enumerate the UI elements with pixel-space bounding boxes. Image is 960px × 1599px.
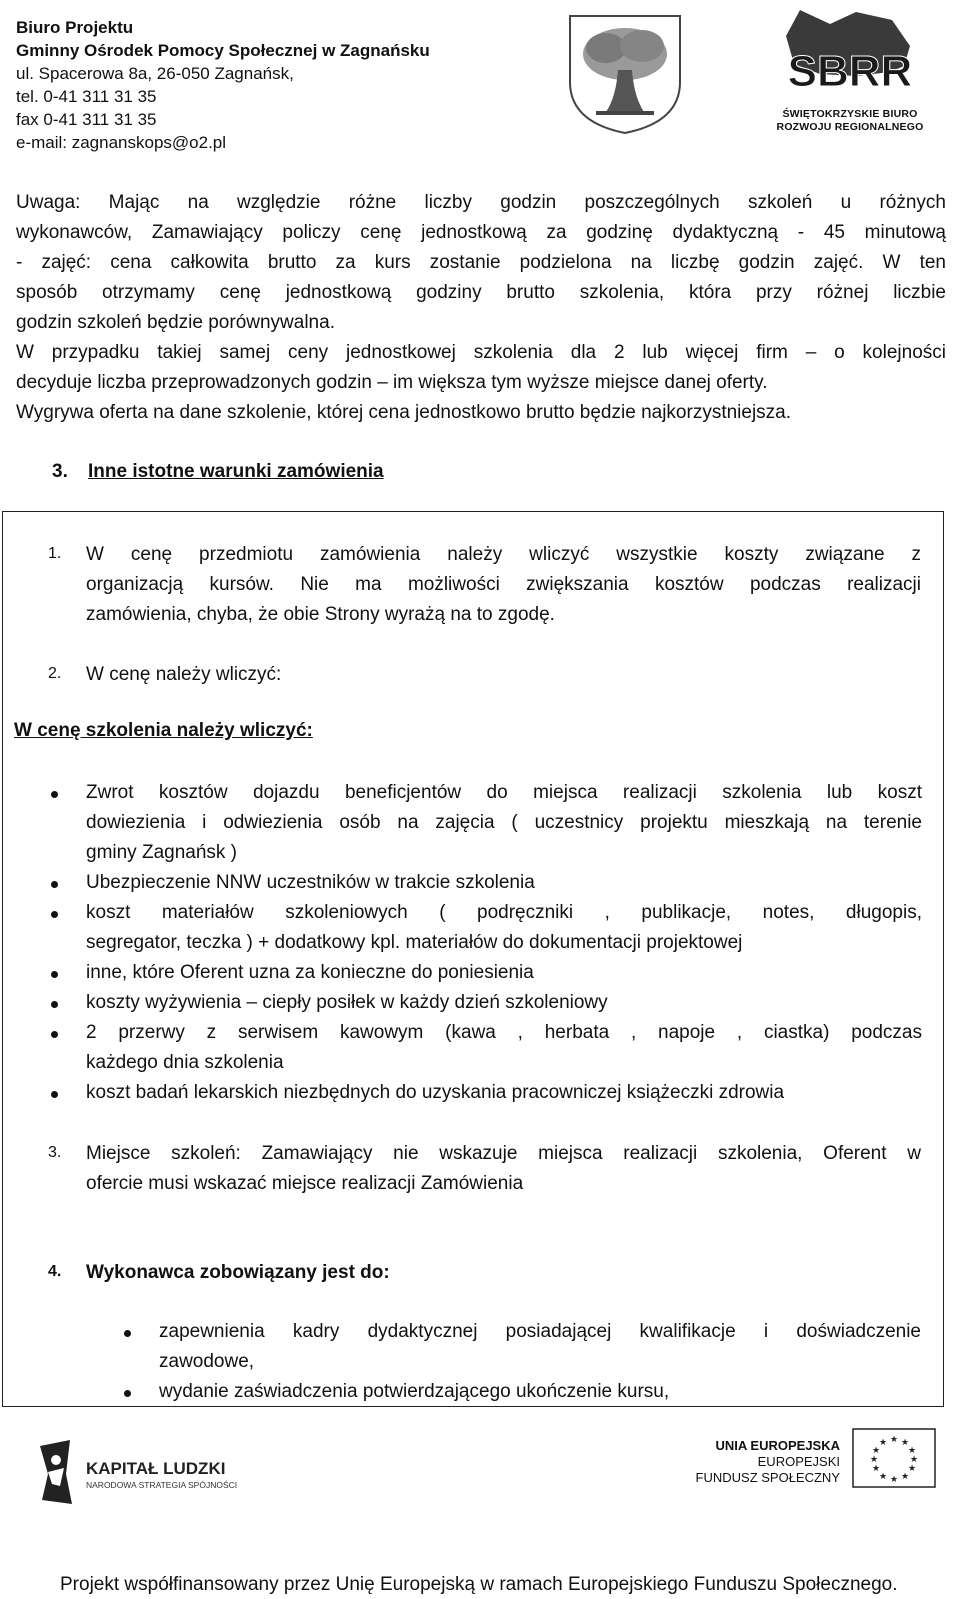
list-item	[86, 958, 922, 988]
paragraph-line: Miejsce szkoleń: Zamawiający nie wskazuje miejsca realizacji szkolenia, Oferent w	[86, 1143, 921, 1164]
list-item-line: inne, które Oferent uzna za konieczne do poniesienia	[86, 962, 534, 983]
svg-text:★: ★	[889, 1435, 899, 1445]
item-2-text	[86, 660, 921, 690]
svg-text:★: ★	[871, 1464, 881, 1474]
paragraph-line: W cenę przedmiotu zamówienia należy wliczyć wszystkie koszty związane z	[86, 544, 921, 565]
list-item-line: koszt materiałów szkoleniowych ( podręczniki , publikacje, notes, długopis,	[86, 902, 922, 923]
ue-line: FUNDUSZ SPOŁECZNY	[695, 1470, 840, 1485]
svg-text:★: ★	[878, 1438, 888, 1448]
paragraph-line: Uwaga: Mając na względzie różne liczby godzin poszczególnych szkoleń u różnych	[16, 192, 946, 213]
ue-text	[690, 1438, 840, 1486]
paragraph-line: Wygrywa oferta na dane szkolenie, której cena jednostkowo brutto będzie najkorzystniejsza.	[16, 402, 792, 423]
eu-flag-icon	[852, 1428, 936, 1488]
kl-subtitle: NARODOWA STRATEGIA SPÓJNOŚCI	[86, 1480, 238, 1490]
list-item-line: gminy Zagnańsk )	[86, 842, 238, 863]
svg-text:★: ★	[907, 1446, 917, 1456]
item-number: 2.	[48, 665, 62, 682]
svg-text:★: ★	[907, 1464, 917, 1474]
paragraph-line: ofercie musi wskazać miejsce realizacji Zamówienia	[86, 1173, 524, 1194]
list-item-line: Zwrot kosztów dojazdu beneficjentów do miejsca realizacji szkolenia lub koszt	[86, 782, 922, 803]
paragraph-line: decyduje liczba przeprowadzonych godzin – im większa tym wyższe miejsce danej oferty.	[16, 372, 768, 393]
paragraph-line: W przypadku takiej samej ceny jednostkowej szkolenia dla 2 lub więcej firm – o kolejności	[16, 342, 946, 363]
paragraph-line: organizacją kursów. Nie ma możliwości zwiększania kosztów podczas realizacji	[86, 574, 921, 595]
list-item	[86, 1018, 922, 1078]
paragraph-line: zamówienia, chyba, że obie Strony wyrażą na to zgodę.	[86, 604, 555, 625]
list-item-line: 2 przerwy z serwisem kawowym (kawa , herbata , napoje , ciastka) podczas	[86, 1022, 922, 1043]
office-name: Biuro Projektu	[16, 18, 134, 37]
paragraph-line: godzin szkoleń będzie porównywalna.	[16, 312, 335, 333]
sbrr-logo-text: SBRR	[787, 47, 913, 96]
list-item	[159, 1317, 921, 1377]
pricing-note	[16, 188, 946, 428]
svg-text:★: ★	[900, 1438, 910, 1448]
bullet-icon	[51, 1091, 58, 1098]
bullet-icon	[124, 1330, 131, 1337]
bullet-icon	[51, 911, 58, 918]
section-number: 3.	[52, 461, 68, 482]
list-item-line: segregator, teczka ) + dodatkowy kpl. materiałów do dokumentacji projektowej	[86, 932, 743, 953]
list-item-line: wydanie zaświadczenia potwierdzającego ukończenie kursu,	[159, 1381, 670, 1402]
organization-name: Gminny Ośrodek Pomocy Społecznej w Zagnańsku	[16, 41, 430, 60]
bullet-icon	[51, 881, 58, 888]
street-address: ul. Spacerowa 8a, 26-050 Zagnańsk,	[16, 64, 294, 83]
list-item-line: zawodowe,	[159, 1351, 255, 1372]
municipal-crest-icon	[566, 12, 684, 136]
paragraph-line: W cenę należy wliczyć:	[86, 664, 282, 685]
sbrr-subtitle-line-1: ŚWIĘTOKRZYSKIE BIURO	[782, 108, 918, 120]
item-3-text	[86, 1139, 921, 1199]
ue-line: UNIA EUROPEJSKA	[715, 1438, 840, 1453]
list-item-line: każdego dnia szkolenia	[86, 1052, 284, 1073]
paragraph-line: - zajęć: cena całkowita brutto za kurs zostanie podzielona na liczbę godzin zajęć. W ten	[16, 252, 946, 273]
cofinancing-note: Projekt współfinansowany przez Unię Europejską w ramach Europejskiego Funduszu Społecznego.	[60, 1574, 898, 1595]
phone: tel. 0-41 311 31 35	[16, 87, 157, 106]
list-item	[86, 988, 922, 1018]
item-number: 1.	[48, 545, 62, 562]
bullet-icon	[51, 791, 58, 798]
kapital-ludzki-logo-icon	[30, 1438, 270, 1508]
cost-items-list	[86, 778, 922, 1108]
section-3-heading	[52, 461, 384, 483]
item-4-heading	[86, 1258, 921, 1288]
bullet-icon	[124, 1390, 131, 1397]
item-number: 4.	[48, 1263, 62, 1280]
list-item	[86, 1078, 922, 1108]
svg-text:★: ★	[869, 1455, 879, 1465]
list-item	[86, 868, 922, 898]
list-item-line: koszty wyżywienia – ciepły posiłek w każdy dzień szkoleniowy	[86, 992, 608, 1013]
item-1-text	[86, 540, 921, 630]
price-includes-heading: W cenę szkolenia należy wliczyć:	[14, 720, 313, 741]
svg-text:★: ★	[900, 1472, 910, 1482]
fax: fax 0-41 311 31 35	[16, 110, 157, 129]
list-item	[159, 1377, 921, 1407]
svg-text:★: ★	[909, 1455, 919, 1465]
svg-text:★: ★	[878, 1472, 888, 1482]
paragraph-line: Wykonawca zobowiązany jest do:	[86, 1262, 390, 1283]
list-item-line: zapewnienia kadry dydaktycznej posiadającej kwalifikacje i doświadczenie	[159, 1321, 921, 1342]
sbrr-subtitle	[760, 108, 940, 134]
section-title: Inne istotne warunki zamówienia	[88, 461, 384, 482]
svg-text:★: ★	[889, 1475, 899, 1485]
office-address-block	[16, 16, 486, 154]
paragraph-line: wykonawców, Zamawiający policzy cenę jednostkową za godzinę dydaktyczną - 45 minutową	[16, 222, 946, 243]
list-item-line: dowiezienia i odwiezienia osób na zajęcia ( uczestnicy projektu mieszkają na terenie	[86, 812, 922, 833]
list-item-line: Ubezpieczenie NNW uczestników w trakcie szkolenia	[86, 872, 535, 893]
paragraph-line: sposób otrzymamy cenę jednostkową godziny brutto szkolenia, która przy różnej liczbie	[16, 282, 946, 303]
list-item-line: koszt badań lekarskich niezbędnych do uzyskania pracowniczej książeczki zdrowia	[86, 1082, 785, 1103]
sbrr-subtitle-line-2: ROZWOJU REGIONALNEGO	[776, 121, 924, 133]
bullet-icon	[51, 1031, 58, 1038]
bullet-icon	[51, 1001, 58, 1008]
ue-line: EUROPEJSKI	[757, 1454, 840, 1469]
svg-text:★: ★	[871, 1446, 881, 1456]
obligations-list	[159, 1317, 921, 1407]
email: e-mail: zagnanskops@o2.pl	[16, 133, 227, 152]
item-number: 3.	[48, 1144, 62, 1161]
list-item	[86, 778, 922, 868]
list-item	[86, 898, 922, 958]
bullet-icon	[51, 971, 58, 978]
kl-title: KAPITAŁ LUDZKI	[86, 1459, 226, 1478]
